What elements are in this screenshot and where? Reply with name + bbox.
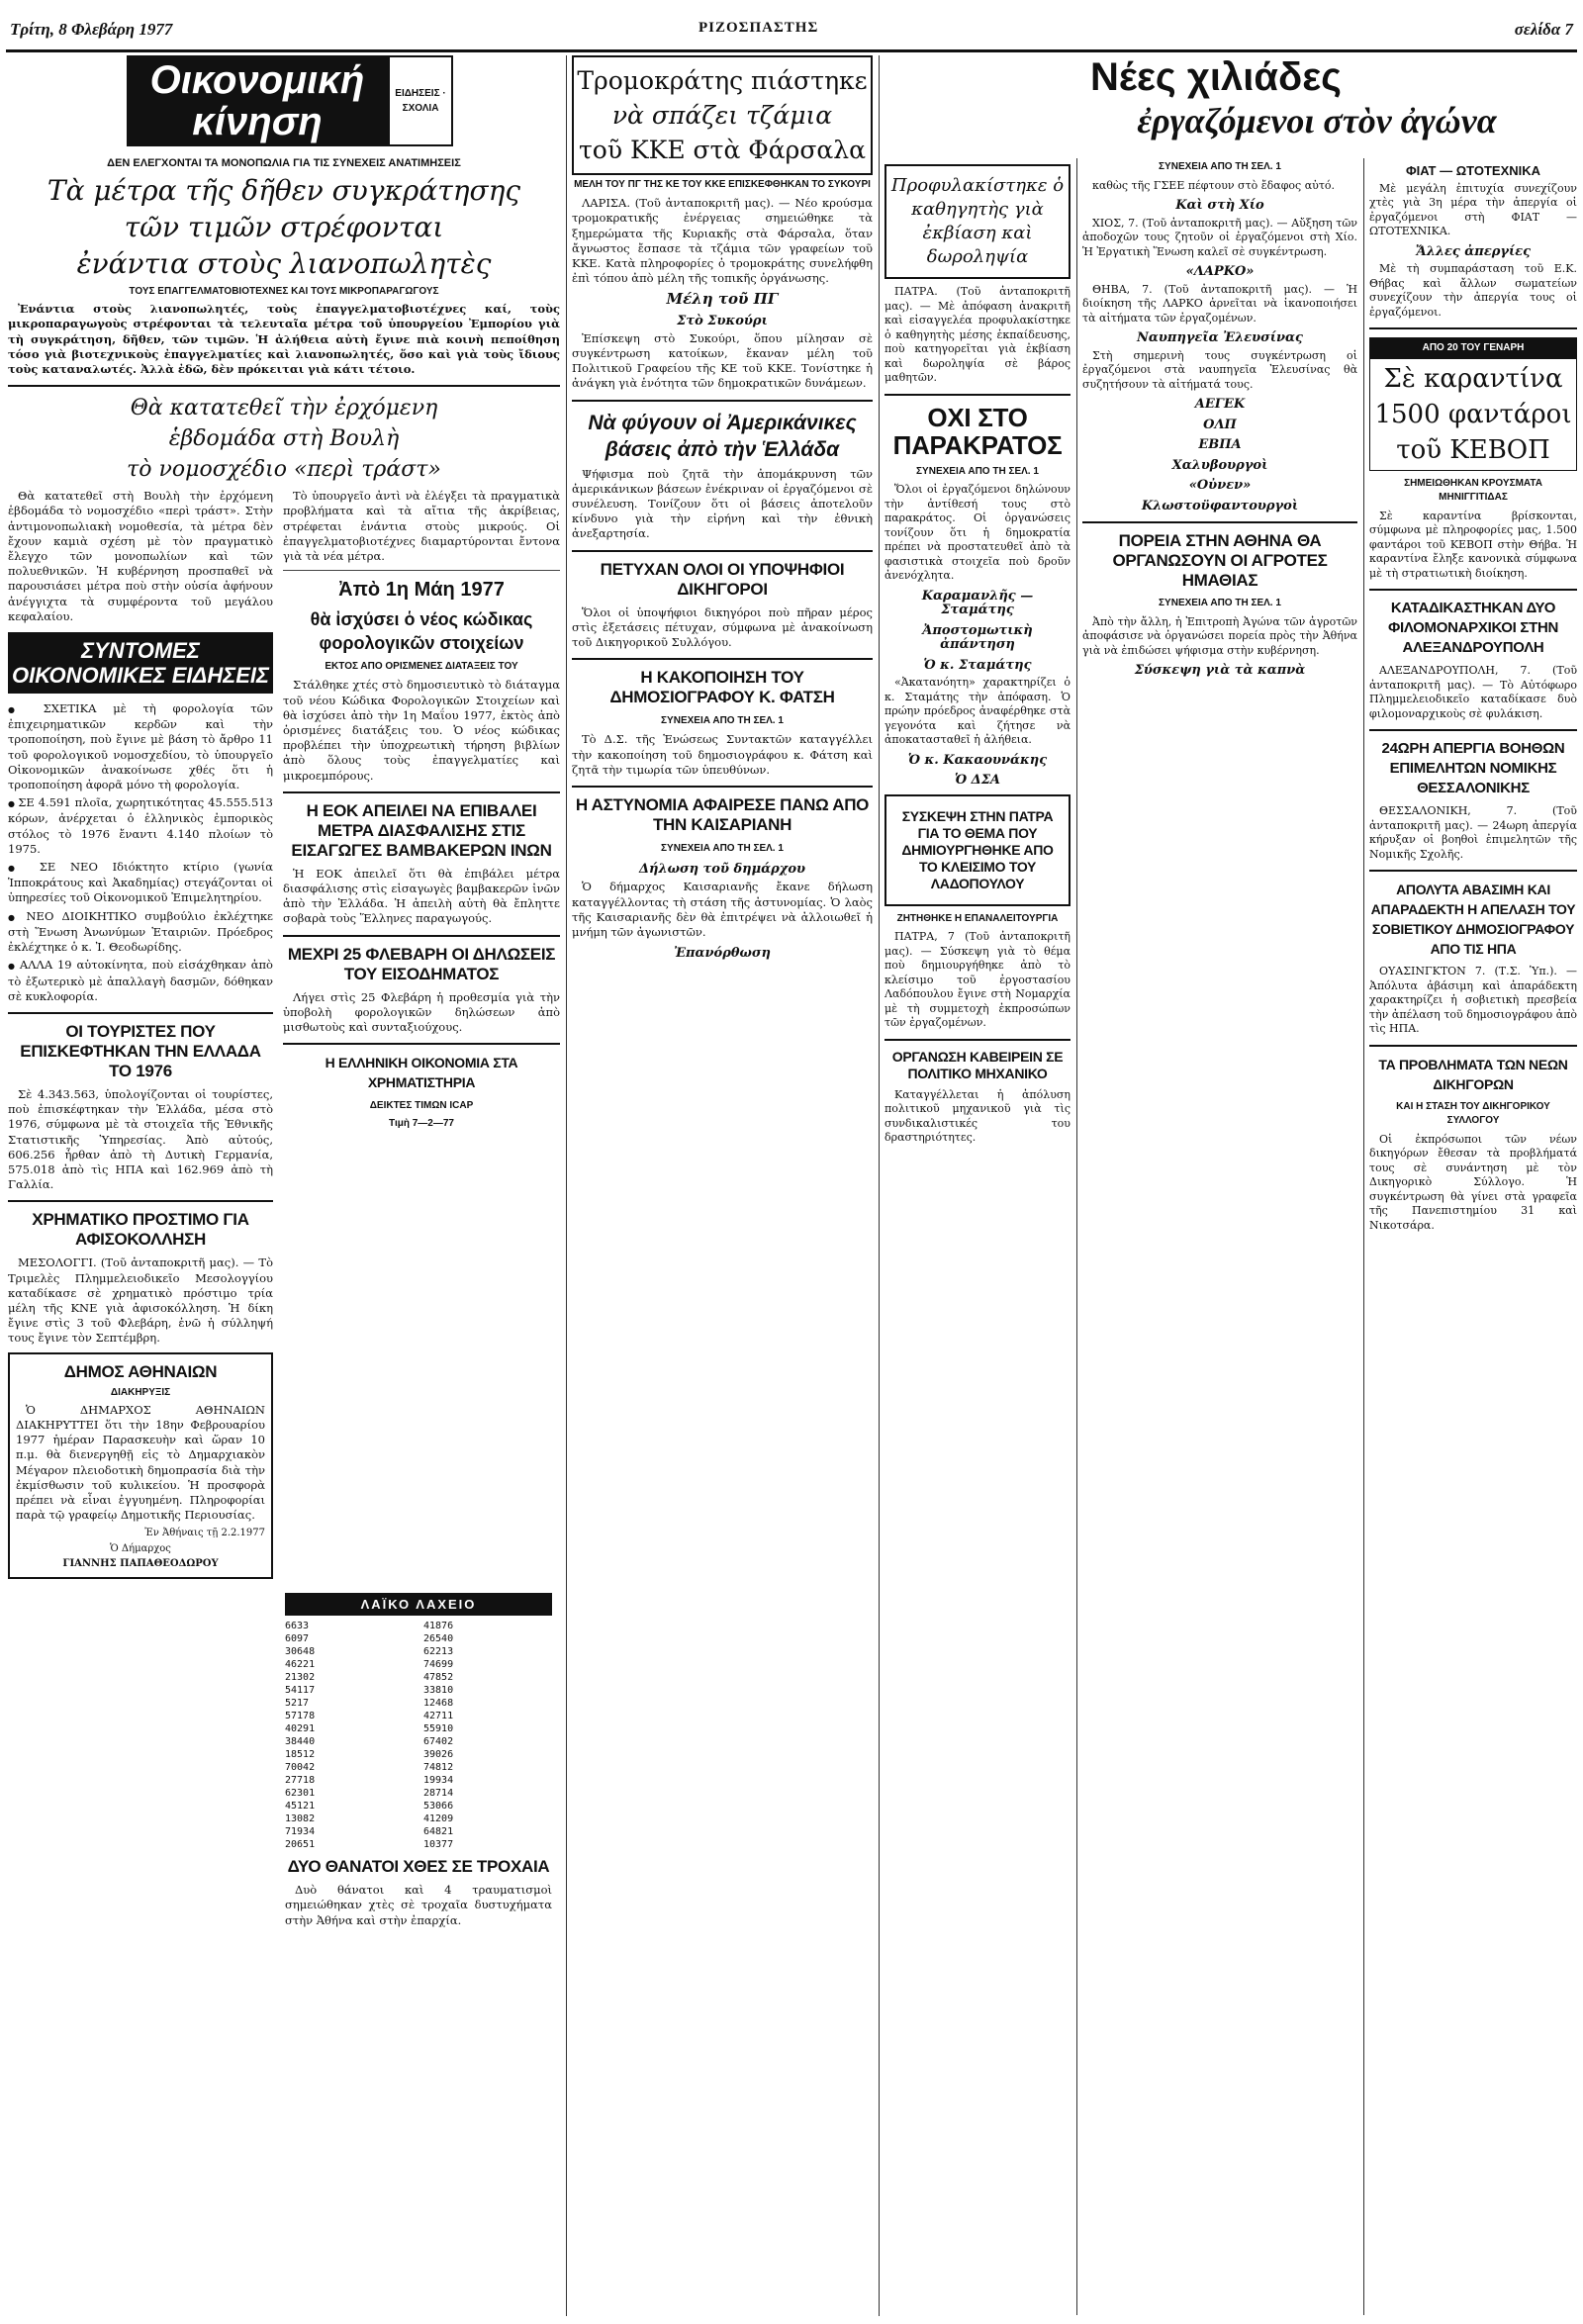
engineer-headline: ΟΡΓΑΝΩΣΗ ΚΑΒΕΙΡΕΙΝ ΣΕ ΠΟΛΙΤΙΚΟ ΜΗΧΑΝΙΚΟ [891, 1048, 1064, 1081]
divider [1369, 870, 1577, 872]
quarantine-headline: 1500 φαντάροι [1374, 399, 1572, 429]
body-text: Μὲ μεγάλη ἐπιτυχία συνεχίζουν χτὲς γιὰ 3η μέρα τὴν ἀπεργία οἱ ἐργαζόμενοι στὴ ΦΙΑΤ — ΩΤΟΤΕΧΝΙΚΑ. [1369, 181, 1577, 237]
body-text: Ἡ ΕΟΚ ἀπειλεῖ ὅτι θὰ ἐπιβάλει μέτρα διασφάλισης στὶς εἰσαγωγὲς βαμβακερῶν ἰνῶν ἀπὸ τὴν Ἑλλάδα. Ἡ ἀπειλὴ αὐτὴ θὰ ἔπληττε σοβαρὰ τοὺς Ἕλληνες παραγωγούς. [283, 866, 560, 926]
column-rule [1363, 158, 1364, 2315]
lottery-number: 41209 [423, 1813, 454, 1825]
body-text: Θὰ κατατεθεῖ στὴ Βουλὴ τὴν ἐρχόμενη ἑβδομάδα τὸ νομοσχέδιο «περὶ τράστ». Στὴν ἀντιμονοπωλιακὴ νομοθεσία, τὰ μέτρα δὲν ἔχουν καμιὰ σχέση μὲ τὸν πραγματικὸ ἔλεγχο τῶν μονοπωλίων καὶ τῶν πολυεθνικῶν. Ἡ κυβέρνηση προσπαθεῖ νὰ παρουσιάσει μέτρα ποὺ στὴν οὐσία ἀφήνουν ἀνέγγιχτα τὰ συμφέροντα τοῦ μεγάλου κεφαλαίου. [8, 489, 273, 623]
subhead: Σύσκεψη γιὰ τὰ καπνὰ [1134, 663, 1306, 678]
young-lawyers-headline: ΤΑ ΠΡΟΒΛΗΜΑΤΑ ΤΩΝ ΝΕΩΝ ΔΙΚΗΓΟΡΩΝ [1378, 1056, 1568, 1092]
lottery-number: 19934 [423, 1775, 454, 1787]
page-number: σελίδα 7 [1514, 20, 1573, 39]
lottery-number: 57178 [285, 1711, 316, 1722]
body-text: ΘΕΣΣΑΛΟΝΙΚΗ, 7. (Τοῦ ἀνταποκριτῆ μας). — 24ωρη ἀπεργία κήρυξαν οἱ βοηθοὶ ἐπιμελητῶν τῆς Νομικῆς Σχολῆς. [1369, 804, 1577, 861]
body-text: Λήγει στὶς 25 Φλεβάρη ἡ προθεσμία γιὰ τὴν ὑποβολὴ φορολογικῶν δηλώσεων ἀπὸ μισθωτοὺς καὶ συνταξιούχους. [283, 989, 560, 1035]
lottery-number: 67402 [423, 1736, 454, 1748]
divider [8, 385, 560, 387]
subhead: Ἄλλες ἀπεργίες [1415, 243, 1532, 259]
notice-sign-name: ΓΙΑΝΝΗΣ ΠΑΠΑΘΕΟΔΩΡΟΥ [62, 1557, 219, 1569]
body-text: Οἱ ἐκπρόσωποι τῶν νέων δικηγόρων ἔθεσαν τὰ προβλήματά τους σὲ συνάντηση μὲ τὸν Δικηγορικὸ Σύλλογο. Ἡ συγκέντρωση θὰ γίνει στὰ γραφεῖα τῆς Πανεπιστημίου 31 καὶ Νικοτσάρα. [1369, 1132, 1577, 1232]
body-text: ΟΥΑΣΙΝΓΚΤΟΝ 7. (Τ.Σ. Ὑπ.). — Ἀπόλυτα ἀβάσιμη καὶ ἀπαράδεκτη χαρακτηρίζει ἡ σοβιετικὴ πρεσβεία τὴν ἀπέλαση τοῦ δημοσιογράφου ἀπὸ τὶς ΗΠΑ. [1369, 965, 1577, 1035]
byline: ΣΥΝΕΧΕΙΑ ΑΠΟ ΤΗ ΣΕΛ. 1 [916, 465, 1039, 477]
lottery-number: 28714 [423, 1788, 454, 1800]
divider [885, 394, 1071, 396]
subhead: Κλωστοϋφαντουργοὶ [1141, 498, 1299, 513]
lottery-number: 39026 [423, 1749, 454, 1761]
subhead: Ὁ ΔΣΑ [954, 773, 1001, 788]
lede: Ἐνάντια στοὺς λιανοπωλητές, τοὺς ἐπαγγελματοβιοτέχνες καί, τοὺς μικροπαραγωγοὺς στρέφονται τὰ τελευταῖα μέτρα τοῦ ὑπουργείου Ἐμπορίου γιὰ τὴ συγκράτηση, δῆθεν, τῶν τιμῶν. Ἡ ἀλήθεια αὐτὴ ἔγινε πιὰ κοινὴ πεποίθηση τόσο γιὰ βιοτεχνικοὺς ἐπαγγελματίες καὶ λιανοπωλητές, ὅσο καὶ γιὰ τοὺς ἴδιους τοὺς καταναλωτές. Ἀλλὰ ἐδῶ, δὲν πρόκειται γιὰ κάτι τέτοιο. [8, 302, 560, 377]
lottery-number: 46221 [285, 1659, 316, 1671]
accidents-headline: ΔΥΟ ΘΑΝΑΤΟΙ ΧΘΕΣ ΣΕ ΤΡΟΧΑΙΑ [287, 1857, 550, 1877]
divider [8, 1012, 273, 1014]
divider [1369, 729, 1577, 731]
subhead: «ΛΑΡΚΟ» [1185, 264, 1255, 279]
body-text: Ἀπὸ τὴν ἄλλη, ἡ Ἐπιτροπὴ Ἀγώνα τῶν ἀγροτῶν ἀποφάσισε νὰ ὀργανώσει πορεία πρὸς τὴν Ἀθήνα γιὰ νὰ ἐπιδώσει ψήφισμα στὴν κυβέρνηση. [1082, 614, 1357, 657]
lottery-number: 18512 [285, 1749, 316, 1761]
lottery-number: 13082 [285, 1813, 316, 1825]
body-text: ΘΗΒΑ, 7. (Τοῦ ἀνταποκριτῆ μας). — Ἡ διοίκηση τῆς ΛΑΡΚΟ ἀρνεῖται νὰ ἱκανοποιήσει τὰ αἰτήματα τῶν ἐργαζομένων. [1082, 282, 1357, 325]
soviet-headline: ΑΠΟΛΥΤΑ ΑΒΑΣΙΜΗ ΚΑΙ ΑΠΑΡΑΔΕΚΤΗ Η ΑΠΕΛΑΣΗ ΤΟΥ ΣΟΒΙΕΤΙΚΟΥ ΔΗΜΟΣΙΟΓΡΑΦΟΥ ΑΠΟ ΤΙΣ ΗΠΑ [1370, 882, 1576, 957]
lottery-number: 5217 [285, 1698, 310, 1710]
shorts-banner: ΣΥΝΤΟΜΕΣ ΟΙΚΟΝΟΜΙΚΕΣ ΕΙΔΗΣΕΙΣ [8, 632, 273, 694]
right-column [1369, 158, 1577, 2315]
body-text: ΜΕΣΟΛΟΓΓΙ. (Τοῦ ἀνταποκριτῆ μας). — Τὸ Τριμελὲς Πλημμελειοδικεῖο Μεσολογγίου καταδίκασε σὲ χρηματικὸ πρόστιμο τρία μέλη τῆς ΚΝΕ γιὰ ἀφισοκόλληση. Ἡ δίκη ἔγινε στὶς 3 τοῦ Φλεβάρη, ἐνῶ ἡ σύλληψή τους ἔγινε τὸν Σεπτέμβρη. [8, 1255, 273, 1346]
column-rule [879, 55, 880, 2316]
lottery-number: 12468 [423, 1698, 454, 1710]
subhead: Καὶ στὴ Χίο [1175, 198, 1264, 213]
notice-text: Ὁ ΔΗΜΑΡΧΟΣ ΑΘΗΝΑΙΩΝ ΔΙΑΚΗΡΥΤΤΕΙ ὅτι τὴν 18ην Φεβρουαρίου 1977 ἡμέραν Παρασκευὴν καὶ ὥραν 10 π.μ. θὰ διενεργηθῇ εἰς τὸ Δημαρχιακὸν Μέγαρον πλειοδοτικὴ δημοπρασία διὰ τὴν ἐκμίσθωσιν τοῦ κυλικείου. Ἡ προσφορὰ πρέπει νὰ εἶναι ἐγγυημένη. Πληροφορίαι παρὰ τῷ γραφείῳ Δημοτικῆς Περιουσίας. [16, 1402, 265, 1523]
labour-column [1082, 158, 1357, 2315]
lottery-number: 10377 [423, 1839, 454, 1851]
body-text: Μὲ τὴ συμπαράσταση τοῦ Ε.Κ. Θήβας καὶ ἄλλων σωματείων συνεχίζουν τὴν ἀπεργία τους οἱ ἐργαζόμενοι. [1369, 262, 1577, 319]
lottery-number: 38440 [285, 1736, 316, 1748]
lawyers-headline: ΠΕΤΥΧΑΝ ΟΛΟΙ ΟΙ ΥΠΟΨΗΦΙΟΙ ΔΙΚΗΓΟΡΟΙ [600, 559, 845, 599]
lottery-number: 62213 [423, 1646, 454, 1658]
headline-line: Τὰ μέτρα τῆς δῆθεν συγκράτησης [47, 174, 521, 207]
banner-tag: ΕΙΔΗΣΕΙΣ · ΣΧΟΛΙΑ [388, 55, 453, 146]
lottery-number: 70042 [285, 1762, 316, 1774]
body-text: Σὲ καραντίνα βρίσκονται, σύμφωνα μὲ πληροφορίες μας, 1.500 φαντάροι τοῦ ΚΕΒΟΠ στὴν Θήβα. Ἡ καραντίνα ἔληξε κανονικὰ σύμφωνα μὲ τὴ στρατιωτικὴ διοίκηση. [1369, 509, 1577, 580]
divider [572, 658, 873, 660]
divider [572, 786, 873, 788]
divider [283, 791, 560, 793]
body-text: Σὲ 4.343.563, ὑπολογίζονται οἱ τουρίστες, ποὺ ἐπισκέφτηκαν τὴν Ἑλλάδα, μέσα στὸ 1976, σύμφωνα μὲ τὰ στοιχεῖα τῆς Ἐθνικῆς Στατιστικῆς Ὑπηρεσίας. Ἀπὸ αὐτούς, 606.256 ἦρθαν ἀπὸ τὴ Δυτικὴ Γερμανία, 575.018 ἀπὸ τὶς ΗΠΑ καὶ 162.969 ἀπὸ τὴ Γαλλία. [8, 1086, 273, 1192]
lottery-banner: ΛΑΪΚΟ ΛΑΧΕΙΟ [285, 1593, 552, 1616]
subhead: Χαλυβουργοὶ [1171, 457, 1268, 473]
quarantine-kicker: ΑΠΟ 20 ΤΟΥ ΓΕΝΑΡΗ [1370, 338, 1576, 359]
lottery-number: 40291 [285, 1723, 316, 1735]
body-text: ΛΑΡΙΣΑ. (Τοῦ ἀνταποκριτῆ μας). — Νέο κρούσμα τρομοκρατικῆς ἐνέργειας σημειώθηκε τὰ ξημερώματα τῆς Κυριακῆς στὰ Φάρσαλα, ὅταν ἄγνωστος ἔσπασε τὰ τζάμια τῶν γραφείων τοῦ ΚΚΕ. Κατὰ πληροφορίες ὁ τρομοκράτης συνελήφθη ἐπὶ τόπου ἀπὸ μέλη τῆς τοπικῆς ὀργάνωσης. [572, 196, 873, 286]
issue-date: Τρίτη, 8 Φλεβάρη 1977 [10, 20, 173, 39]
divider [572, 400, 873, 402]
notice-subtitle: ΔΙΑΚΗΡΥΞΙΣ [110, 1386, 171, 1398]
body-text: ΠΑΤΡΑ. (Τοῦ ἀνταποκριτῆ μας). — Μὲ ἀπόφαση ἀνακριτῆ καὶ εἰσαγγελέα προφυλακίστηκε ὁ καθηγητὴς μέσης ἐκπαίδευσης, ποὺ κατηγορεῖται γιὰ ἐκβίαση καὶ δωροληψία σὲ βάρος μαθητῶν. [885, 285, 1071, 384]
body-text: Ἐπίσκεψη στὸ Συκούρι, ὅπου μίλησαν σὲ συγκέντρωση κατοίκων, ἔκαναν μέλη τοῦ Πολιτικοῦ Γραφείου τῆς ΚΕ τοῦ ΚΚΕ. Τονίστηκε ἡ ἀνάγκη γιὰ ἑνότητα τῶν δημοκρατικῶν δυνάμεων. [572, 330, 873, 391]
byline: ΖΗΤΗΘΗΚΕ Η ΕΠΑΝΑΛΕΙΤΟΥΡΓΙΑ [896, 912, 1059, 924]
body-text: ΠΑΤΡΑ, 7 (Τοῦ ἀνταποκριτῆ μας). — Σύσκεψη γιὰ τὸ θέμα ποὺ δημιουργήθηκε ἀπὸ τὸ κλείσιμο τοῦ ἐργοστασίου Λαδόπουλου ἔγινε στὴ Νομαρχία μὲ τὴ συμμετοχὴ ἐκπροσώπων τῶν ἐργαζομένων. [885, 930, 1071, 1029]
body-text: Ὁ δήμαρχος Καισαριανῆς ἔκανε δήλωση καταγγέλλοντας τὴ στάση τῆς ἀστυνομίας. Ὁ λαὸς τῆς Καισαριανῆς δὲν θὰ ἐπιτρέψει νὰ ἀλλοιωθεῖ ἡ μνήμη τῶν ἀγωνιστῶν. [572, 880, 873, 940]
body-text: «Ἀκατανόητη» χαρακτηρίζει ὁ κ. Σταμάτης τὴν ἀπόφαση. Ὁ πρώην πρόεδρος ἀναφέρθηκε στὰ γεγονότα καὶ ζήτησε νὰ ἀποκατασταθεῖ ἡ ἀλήθεια. [885, 676, 1071, 746]
lottery-number: 62301 [285, 1788, 316, 1800]
lottery-number: 53066 [423, 1801, 454, 1813]
code-headline: θὰ ἰσχύσει ὁ νέος κώδικας φορολογικῶν στοιχείων [310, 609, 533, 654]
code-headline: Ἀπὸ 1η Μάη 1977 [338, 579, 505, 602]
column-rule [1076, 158, 1077, 2315]
right-subcolumn [283, 489, 560, 1585]
body-text: Τὸ Δ.Σ. τῆς Ἑνώσεως Συντακτῶν καταγγέλλει τὴν κακοποίηση τοῦ δημοσιογράφου κ. Φάτση καὶ ζητᾶ τὴν τιμωρία τῶν ὑπευθύνων. [572, 732, 873, 777]
subhead: Δήλωση τοῦ δημάρχου [638, 862, 806, 878]
bill-headline: Θὰ κατατεθεῖ τὴν ἐρχόμενη [130, 396, 438, 421]
divider [283, 570, 560, 571]
subhead: ΕΒΠΑ [1198, 437, 1242, 452]
headline-line: τοῦ ΚΚΕ στὰ Φάρσαλα [578, 136, 867, 164]
mid-column [885, 158, 1071, 2315]
short-news-item: ● ΣΕ ΝΕΟ Ιδιόκτητο κτίριο (γωνία Ἱπποκράτους καὶ Ἀκαδημίας) στεγάζονται οἱ ὑπηρεσίες τοῦ Οἰκονομικοῦ Ἐπιμελητηρίου. [8, 860, 273, 906]
lottery-numbers [285, 1620, 552, 1851]
lottery-number: 47852 [423, 1672, 454, 1684]
body-text: Ὅλοι οἱ ἐργαζόμενοι δηλώνουν τὴν ἀντίθεσή τους στὸ παρακράτος. Οἱ ὀργανώσεις τονίζουν ὅτι ἡ δημοκρατία πρέπει νὰ προστατευθεῖ ἀπὸ τὰ φασιστικὰ στοιχεῖα ποὺ δροῦν ἀνενόχλητα. [885, 483, 1071, 582]
divider [572, 550, 873, 552]
quarantine-box [1369, 337, 1577, 471]
short-news-item: ● ΣΧΕΤΙΚΑ μὲ τὴ φορολογία τῶν ἐπιχειρηματικῶν κερδῶν καὶ τὴν τροποποίηση, ποὺ ἔγινε μὲ βάση τὸ ἄρθρο 11 τοῦ φορολογικοῦ νομοσχεδίου, τὸ ὑπουργεῖο Οἰκονομικῶν ἀνακοίνωσε χθές ὅτι ἡ τροποποίηση ἀφορᾶ μόνο τὴ φορολογία. [8, 701, 273, 792]
lottery-number: 20651 [285, 1839, 316, 1851]
meeting-headline: ΣΥΣΚΕΨΗ ΣΤΗΝ ΠΑΤΡΑ ΓΙΑ ΤΟ ΘΕΜΑ ΠΟΥ ΔΗΜΙΟΥΡΓΗΘΗΚΕ ΑΠΟ ΤΟ ΚΛΕΙΣΙΜΟ ΤΟΥ ΛΑΔΟΠΟΥΛΟΥ [901, 807, 1054, 891]
workers-headline: Νέες χιλιάδες [1090, 55, 1342, 99]
byline: ΕΚΤΟΣ ΑΠΟ ΟΡΙΣΜΕΝΕΣ ΔΙΑΤΑΞΕΙΣ ΤΟΥ [325, 661, 518, 673]
lottery-number: 64821 [423, 1826, 454, 1838]
bill-headline: ἑβδομάδα στὴ Βουλὴ [168, 426, 400, 452]
notice-date: Ἐν Ἀθήναις τῇ 2.2.1977 [144, 1528, 265, 1539]
body-text: ΑΛΕΞΑΝΔΡΟΥΠΟΛΗ, 7. (Τοῦ ἀνταποκριτῆ μας). — Τὸ Αὐτόφωρο Πλημμελειοδικεῖο καταδίκασε δυὸ φιλομοναρχικοὺς σὲ φυλάκιση. [1369, 664, 1577, 720]
subhead: ΤΟΥΣ ΕΠΑΓΓΕΛΜΑΤΟΒΙΟΤΕΧΝΕΣ ΚΑΙ ΤΟΥΣ ΜΙΚΡΟΠΑΡΑΓΩΓΟΥΣ [129, 286, 439, 297]
body-text: Τὸ ὑπουργεῖο ἀντὶ νὰ ἐλέγξει τὰ πραγματικὰ προβλήματα καὶ τὰ αἴτια τῆς ἀκρίβειας, στρέφεται ἐνάντια στοὺς μικρούς. Οἱ ἐπαγγελματοβιοτέχνες διαμαρτύρονται ἔντονα γιὰ τὰ νέα μέτρα. [283, 489, 560, 564]
subhead: Στὸ Συκούρι [677, 313, 768, 328]
quarantine-headline: τοῦ ΚΕΒΟΠ [1396, 434, 1550, 465]
tourists-headline: ΟΙ ΤΟΥΡΙΣΤΕΣ ΠΟΥ ΕΠΙΣΚΕΦΤΗΚΑΝ ΤΗΝ ΕΛΛΑΔΑ ΤΟ 1976 [20, 1021, 261, 1080]
lottery-number: 30648 [285, 1646, 316, 1658]
divider [283, 935, 560, 937]
economic-section [8, 55, 560, 2316]
no-parastate-headline: ΟΧΙ ΣΤΟ ΠΑΡΑΚΡΑΤΟΣ [892, 402, 1063, 460]
teacher-headline-box [885, 164, 1071, 279]
subhead: Μέλη τοῦ ΠΓ [666, 290, 779, 309]
eec-headline: Η ΕΟΚ ΑΠΕΙΛΕΙ ΝΑ ΕΠΙΒΑΛΕΙ ΜΕΤΡΑ ΔΙΑΣΦΑΛΙΣΗΣ ΣΤΙΣ ΕΙΣΑΓΩΓΕΣ ΒΑΜΒΑΚΕΡΩΝ ΙΝΩΝ [291, 800, 552, 860]
divider [1369, 327, 1577, 329]
subhead: Ἀποστομωτικὴ ἀπάντηση [922, 622, 1033, 652]
lottery-number: 42711 [423, 1711, 454, 1722]
strike-headline: 24ΩΡΗ ΑΠΕΡΓΙΑ ΒΟΗΘΩΝ ΕΠΙΜΕΛΗΤΩΝ ΝΟΜΙΚΗΣ ΘΕΣΣΑΛΟΝΙΚΗΣ [1381, 740, 1565, 796]
subhead: ΑΕΓΕΚ [1194, 397, 1246, 412]
fine-headline: ΧΡΗΜΑΤΙΚΟ ΠΡΟΣΤΙΜΟ ΓΙΑ ΑΦΙΣΟΚΟΛΛΗΣΗ [32, 1210, 249, 1250]
economy-headline: Η ΕΛΛΗΝΙΚΗ ΟΙΚΟΝΟΜΙΑ ΣΤΑ ΧΡΗΜΑΤΙΣΤΗΡΙΑ [325, 1055, 518, 1091]
notice-title: ΔΗΜΟΣ ΑΘΗΝΑΙΩΝ [63, 1361, 218, 1381]
divider [283, 1043, 560, 1045]
index-label: ΔΕΙΚΤΕΣ ΤΙΜΩΝ ICAP [369, 1100, 474, 1112]
byline: ΜΕΛΗ ΤΟΥ ΠΓ ΤΗΣ ΚΕ ΤΟΥ ΚΚΕ ΕΠΙΣΚΕΦΘΗΚΑΝ ΤΟ ΣΥΚΟΥΡΙ [574, 179, 871, 190]
headline-line: τῶν τιμῶν στρέφονται [124, 211, 444, 243]
lottery-number: 41876 [423, 1621, 454, 1632]
index-value: Τιμὴ 7—2—77 [389, 1118, 454, 1130]
municipal-notice [8, 1352, 273, 1579]
kicker: ΔΕΝ ΕΛΕΓΧΟΝΤΑΙ ΤΑ ΜΟΝΟΠΩΛΙΑ ΓΙΑ ΤΙΣ ΣΥΝΕΧΕΙΣ ΑΝΑΤΙΜΗΣΕΙΣ [107, 157, 461, 169]
subhead: ΦΙΑΤ — ΩΤΟΤΕΧΝΙΚΑ [1405, 163, 1541, 178]
byline: ΣΥΝΕΧΕΙΑ ΑΠΟ ΤΗ ΣΕΛ. 1 [1159, 161, 1281, 172]
divider [1082, 521, 1357, 523]
headline-line: Τρομοκράτης πιάστηκε [577, 66, 868, 95]
subhead: Καραμανλῆς — Σταμάτης [921, 588, 1034, 617]
byline: ΣΥΝΕΧΕΙΑ ΑΠΟ ΤΗ ΣΕΛ. 1 [661, 715, 784, 727]
body-text: Ψήφισμα ποὺ ζητᾶ τὴν ἀπομάκρυνση τῶν ἀμερικάνικων βάσεων ἐνέκριναν οἱ ἐργαζόμενοι σὲ συνέλευση. Τονίζουν ὅτι οἱ βάσεις ἀποτελοῦν κίνδυνο γιὰ τὴν εἰρήνη καὶ τὴν ἐθνικὴ ἀνεξαρτησία. [572, 466, 873, 541]
short-news-item: ● ΣΕ 4.591 πλοῖα, χωρητικότητας 45.555.513 κόρων, ἀνέρχεται ὁ ἑλληνικὸς ἐμπορικὸς στόλος τὸ 1976 ἔναντι 4.140 πλοίων τὸ 1975. [8, 795, 273, 857]
body-text: Δυὸ θάνατοι καὶ 4 τραυματισμοὶ σημειώθηκαν χτὲς σὲ τροχαῖα δυστυχήματα στὴν Ἀθήνα καὶ στὴν ἐπαρχία. [285, 1883, 552, 1927]
lottery-number: 55910 [423, 1723, 454, 1735]
subhead: Ὁ κ. Σταμάτης [923, 657, 1032, 673]
bases-headline: Νὰ φύγουν οἱ Ἀμερικάνικες βάσεις ἀπὸ τὴν Ἑλλάδα [588, 411, 857, 461]
teacher-headline: Προφυλακίστηκε ὁ καθηγητὴς γιὰ ἐκβίαση καὶ δωροληψία [890, 175, 1065, 267]
lottery-number: 33810 [423, 1685, 454, 1697]
headline-line: νὰ σπάζει τζάμια [611, 101, 833, 130]
body-text: καθὼς τῆς ΓΣΕΕ πέφτουν στὸ ἔδαφος αὐτό. [1092, 178, 1336, 192]
short-news-item: ● ΝΕΟ ΔΙΟΙΚΗΤΙΚΟ συμβούλιο ἐκλέχτηκε στὴ Ἕνωση Ἀνωνύμων Ἑταιριῶν. Πρόεδρος ἐκλέχτηκε ὁ κ. Ἰ. Θεοδωρίδης. [8, 909, 273, 956]
lottery-number: 21302 [285, 1672, 316, 1684]
bill-headline: τὸ νομοσχέδιο «περὶ τράστ» [127, 457, 441, 483]
meeting-box [885, 794, 1071, 906]
subhead: Ἐπανόρθωση [674, 946, 771, 962]
body-text: Στάλθηκε χτές στὸ δημοσιευτικὸ τὸ διάταγμα τοῦ νέου Κώδικα Φορολογικῶν Στοιχείων καὶ θὰ ἰσχύσει ἀπὸ τὴν 1η Μαΐου 1977, ἐκτὸς ἀπὸ ὁρισμένες διατάξεις του. Ὁ νέος κώδικας προβλέπει τὴν ὑποχρεωτικὴ τήρηση βιβλίων ἀπὸ ὅλους τοὺς ἐπαγγελματίες καὶ μικροεμπόρους. [283, 678, 560, 783]
lottery-number: 27718 [285, 1775, 316, 1787]
lottery-number: 54117 [285, 1685, 316, 1697]
short-news-item: ● ΑΛΛΑ 19 αὐτοκίνητα, ποὺ εἰσάχθηκαν ἀπὸ τὸ ἐξωτερικὸ μὲ ἀπαλλαγὴ δασμῶν, δόθηκαν σὲ κυκλοφορία. [8, 958, 273, 1004]
body-text: Ὅλοι οἱ ὑποψήφιοι δικηγόροι ποὺ πῆραν μέρος στὶς ἐξετάσεις πέτυχαν, σύμφωνα μὲ ἀνακοίνωση τοῦ Δικηγορικοῦ Συλλόγου. [572, 604, 873, 650]
divider [1369, 1045, 1577, 1047]
divider [885, 1039, 1071, 1041]
body-text: Καταγγέλλεται ἡ ἀπόλυση πολιτικοῦ μηχανικοῦ γιὰ τὶς συνδικαλιστικές του δραστηριότητες. [885, 1087, 1071, 1144]
terror-headline-box [572, 55, 873, 175]
notice-sign-title: Ὁ Δήμαρχος [110, 1542, 171, 1554]
body-text: ΧΙΟΣ, 7. (Τοῦ ἀνταποκριτῆ μας). — Αὔξηση τῶν ἀποδοχῶν τους ζητοῦν οἱ ἐργαζόμενοι στὴ Χίο. Ἡ Ἐργατικὴ Ἕνωση καλεῖ σὲ συγκέντρωση. [1082, 216, 1357, 258]
lottery-number: 74812 [423, 1762, 454, 1774]
lottery-number: 6633 [285, 1621, 310, 1632]
byline: ΣΗΜΕΙΩΘΗΚΑΝ ΚΡΟΥΣΜΑΤΑ ΜΗΝΙΓΓΙΤΙΔΑΣ [1404, 477, 1542, 503]
subhead: Ὁ κ. Κακαουνάκης [907, 752, 1048, 768]
lottery-number: 45121 [285, 1801, 316, 1813]
workers-headline-line2: ἐργαζόμενοι στὸν ἀγώνα [1137, 101, 1497, 140]
lottery-number: 26540 [423, 1633, 454, 1645]
subhead: ΟΛΠ [1203, 417, 1237, 432]
banner-title: Οικονομική κίνηση [127, 55, 388, 146]
quarantine-headline: Σὲ καραντίνα [1383, 363, 1563, 394]
lottery-number: 6097 [285, 1633, 310, 1645]
subhead: «Οὐνεν» [1188, 478, 1252, 493]
body-text: Στὴ σημερινὴ τους συγκέντρωση οἱ ἐργαζόμενοι στὰ ναυπηγεῖα Ἐλευσίνας θὰ συζητήσουν τὰ αἰτήματά τους. [1082, 348, 1357, 391]
byline: ΣΥΝΕΧΕΙΑ ΑΠΟ ΤΗ ΣΕΛ. 1 [661, 843, 784, 855]
section-banner [127, 55, 453, 146]
left-subcolumn [8, 489, 273, 1585]
police-headline: Η ΑΣΤΥΝΟΜΙΑ ΑΦΑΙΡΕΣΕ ΠΑΝΩ ΑΠΟ ΤΗΝ ΚΑΙΣΑΡΙΑΝΗ [575, 795, 870, 835]
arrests-headline: ΚΑΤΑΔΙΚΑΣΤΗΚΑΝ ΔΥΟ ΦΙΛΟΜΟΝΑΡΧΙΚΟΙ ΣΤΗΝ ΑΛΕΞΑΝΔΡΟΥΠΟΛΗ [1387, 600, 1559, 656]
lottery-number: 71934 [285, 1826, 316, 1838]
paper-name: ΡΙΖΟΣΠΑΣΤΗΣ [698, 20, 819, 36]
income-headline: ΜΕΧΡΙ 25 ΦΛΕΒΑΡΗ ΟΙ ΔΗΛΩΣΕΙΣ ΤΟΥ ΕΙΣΟΔΗΜΑΤΟΣ [287, 944, 556, 983]
column-rule [566, 55, 567, 2316]
march-headline: ΠΟΡΕΙΑ ΣΤΗΝ ΑΘΗΝΑ ΘΑ ΟΡΓΑΝΩΣΟΥΝ ΟΙ ΑΓΡΟΤΕΣ ΗΜΑΘΙΑΣ [1112, 531, 1328, 590]
byline: ΣΥΝΕΧΕΙΑ ΑΠΟ ΤΗ ΣΕΛ. 1 [1159, 598, 1281, 608]
divider [1369, 589, 1577, 591]
divider [8, 1200, 273, 1202]
masthead [6, 0, 1577, 52]
lottery-number: 74699 [423, 1659, 454, 1671]
terror-section [572, 55, 873, 2316]
byline: ΚΑΙ Η ΣΤΑΣΗ ΤΟΥ ΔΙΚΗΓΟΡΙΚΟΥ ΣΥΛΛΟΓΟΥ [1396, 1100, 1550, 1126]
subhead: Ναυπηγεῖα Ἐλευσίνας [1137, 330, 1303, 345]
abuse-headline: Η ΚΑΚΟΠΟΙΗΣΗ ΤΟΥ ΔΗΜΟΣΙΟΓΡΑΦΟΥ Κ. ΦΑΤΣΗ [609, 668, 835, 707]
headline-line: ἐνάντια στοὺς λιανοπωλητὲς [76, 247, 492, 280]
